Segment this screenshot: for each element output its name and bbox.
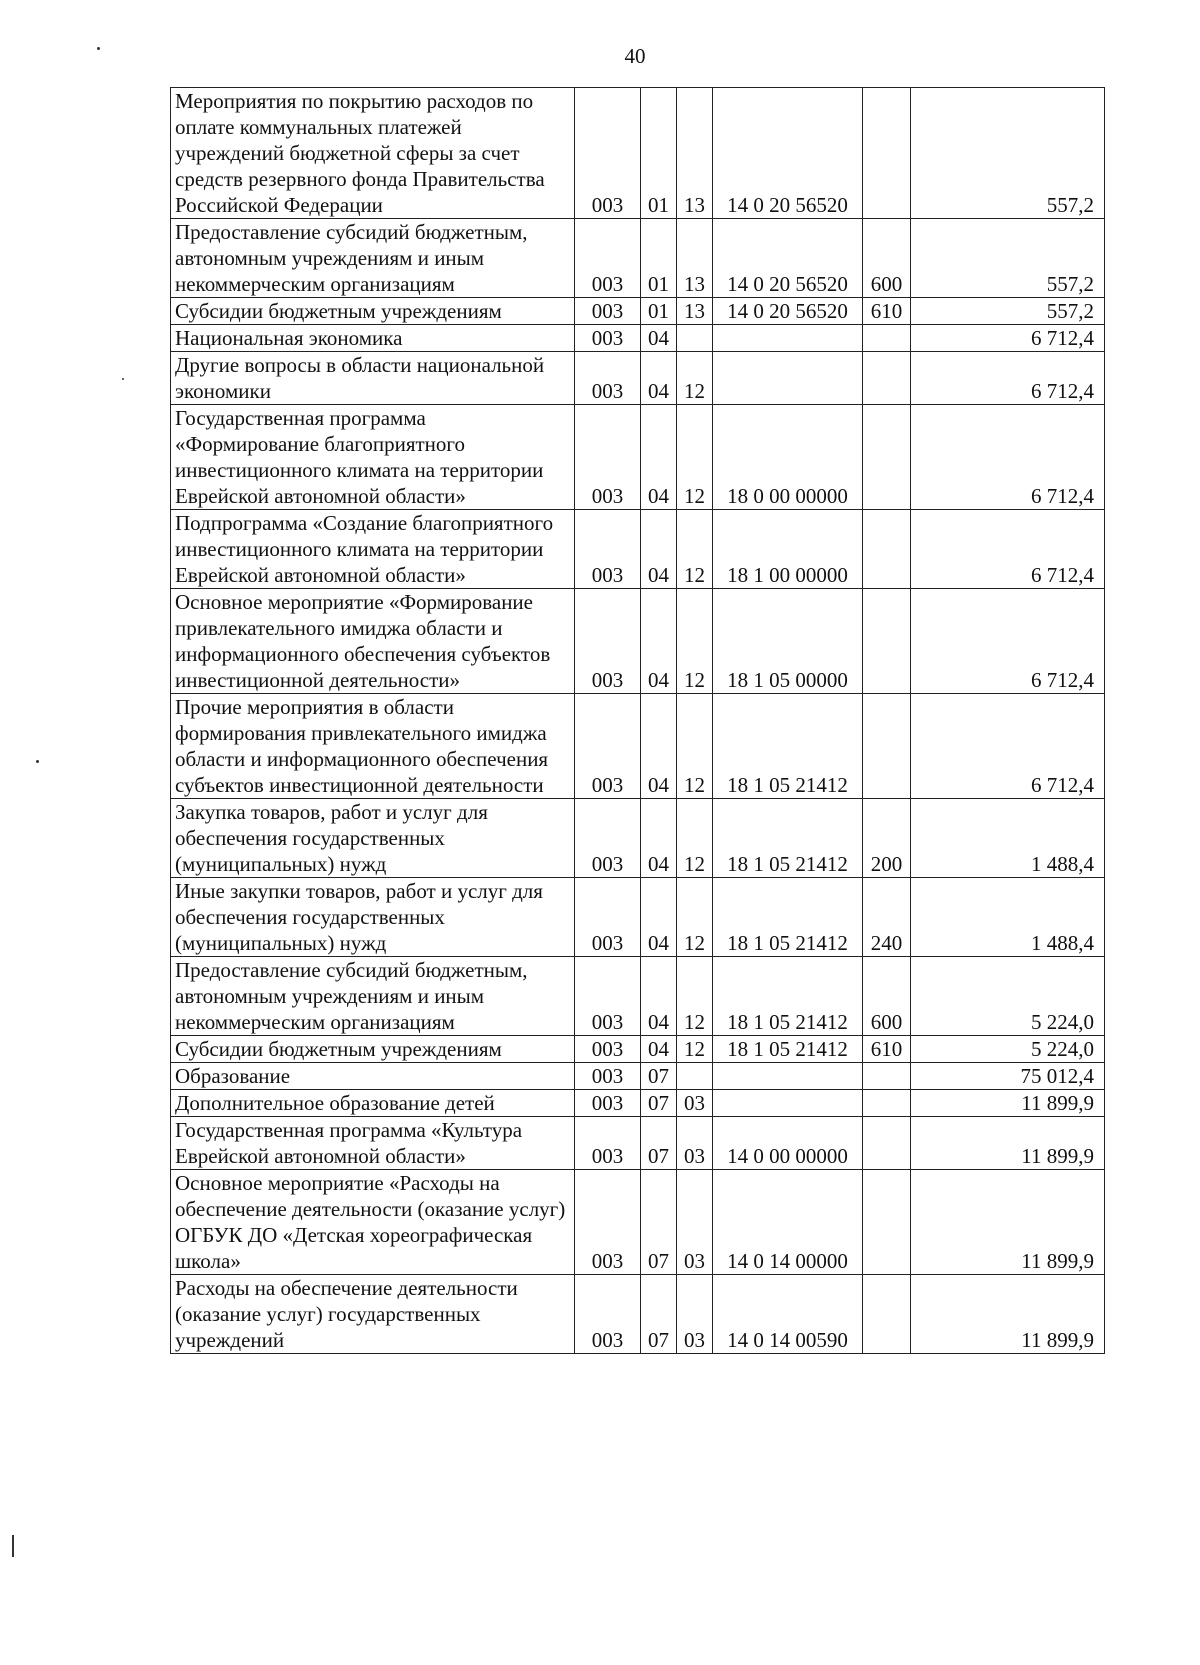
target-article-code: [713, 1063, 863, 1090]
subsection-code: 03: [677, 1275, 713, 1354]
expense-type-code: [863, 1117, 911, 1170]
budget-item-name: Субсидии бюджетным учреждениям: [171, 1036, 575, 1063]
target-article-code: 14 0 20 56520: [713, 298, 863, 325]
budget-item-name: Национальная экономика: [171, 325, 575, 352]
table-row: [171, 219, 1105, 298]
expense-type-code: [863, 352, 911, 405]
department-code: 003: [575, 88, 641, 219]
target-article-code: 18 1 05 21412: [713, 799, 863, 878]
section-code: 07: [641, 1063, 677, 1090]
department-code: 003: [575, 325, 641, 352]
section-code: 01: [641, 298, 677, 325]
amount: 11 899,9: [911, 1170, 1105, 1275]
department-code: 003: [575, 878, 641, 957]
department-code: 003: [575, 589, 641, 694]
budget-table: [170, 87, 1105, 1354]
amount: 6 712,4: [911, 589, 1105, 694]
subsection-code: 12: [677, 510, 713, 589]
target-article-code: [713, 352, 863, 405]
table-row: [171, 799, 1105, 878]
amount: 6 712,4: [911, 352, 1105, 405]
budget-item-name: Закупка товаров, работ и услуг для обеспечения государственных (муниципальных) нужд: [171, 799, 575, 878]
subsection-code: 12: [677, 1036, 713, 1063]
amount: 11 899,9: [911, 1117, 1105, 1170]
expense-type-code: 610: [863, 1036, 911, 1063]
budget-item-name: Субсидии бюджетным учреждениям: [171, 298, 575, 325]
section-code: 04: [641, 957, 677, 1036]
subsection-code: 13: [677, 219, 713, 298]
target-article-code: 14 0 20 56520: [713, 219, 863, 298]
subsection-code: 12: [677, 589, 713, 694]
department-code: 003: [575, 298, 641, 325]
amount: 6 712,4: [911, 325, 1105, 352]
section-code: 04: [641, 589, 677, 694]
target-article-code: 18 1 05 21412: [713, 878, 863, 957]
budget-item-name: Прочие мероприятия в области формирования привлекательного имиджа области и информационного обеспечения субъектов инвестиционной деятельности: [171, 694, 575, 799]
budget-item-name: Образование: [171, 1063, 575, 1090]
amount: 557,2: [911, 88, 1105, 219]
table-row: [171, 325, 1105, 352]
budget-item-name: Государственная программа «Культура Еврейской автономной области»: [171, 1117, 575, 1170]
scan-speck: [12, 1535, 14, 1557]
expense-type-code: 200: [863, 799, 911, 878]
scan-speck: [36, 760, 39, 763]
subsection-code: 12: [677, 957, 713, 1036]
table-row: [171, 88, 1105, 219]
department-code: 003: [575, 1170, 641, 1275]
subsection-code: 12: [677, 878, 713, 957]
department-code: 003: [575, 957, 641, 1036]
department-code: 003: [575, 405, 641, 510]
budget-item-name: Основное мероприятие «Расходы на обеспечение деятельности (оказание услуг) ОГБУК ДО «Детская хореографическая школа»: [171, 1170, 575, 1275]
subsection-code: 12: [677, 694, 713, 799]
department-code: 003: [575, 219, 641, 298]
expense-type-code: 610: [863, 298, 911, 325]
amount: 1 488,4: [911, 878, 1105, 957]
subsection-code: 12: [677, 799, 713, 878]
expense-type-code: [863, 589, 911, 694]
amount: 1 488,4: [911, 799, 1105, 878]
amount: 5 224,0: [911, 1036, 1105, 1063]
expense-type-code: [863, 325, 911, 352]
table-row: [171, 405, 1105, 510]
section-code: 01: [641, 219, 677, 298]
subsection-code: 03: [677, 1117, 713, 1170]
section-code: 07: [641, 1170, 677, 1275]
target-article-code: 18 1 05 21412: [713, 694, 863, 799]
expense-type-code: 600: [863, 957, 911, 1036]
section-code: 04: [641, 1036, 677, 1063]
budget-item-name: Иные закупки товаров, работ и услуг для обеспечения государственных (муниципальных) нужд: [171, 878, 575, 957]
table-row: [171, 589, 1105, 694]
table-row: [171, 298, 1105, 325]
expense-type-code: [863, 88, 911, 219]
target-article-code: [713, 1090, 863, 1117]
expense-type-code: [863, 694, 911, 799]
department-code: 003: [575, 1117, 641, 1170]
scan-speck: [122, 378, 124, 380]
subsection-code: 12: [677, 405, 713, 510]
expense-type-code: 600: [863, 219, 911, 298]
budget-item-name: Государственная программа «Формирование благоприятного инвестиционного климата на территории Еврейской автономной области»: [171, 405, 575, 510]
table-row: [171, 1090, 1105, 1117]
department-code: 003: [575, 694, 641, 799]
budget-item-name: Расходы на обеспечение деятельности (оказание услуг) государственных учреждений: [171, 1275, 575, 1354]
budget-item-name: Мероприятия по покрытию расходов по оплате коммунальных платежей учреждений бюджетной сферы за счет средств резервного фонда Правительства Российской Федерации: [171, 88, 575, 219]
target-article-code: 14 0 00 00000: [713, 1117, 863, 1170]
amount: 5 224,0: [911, 957, 1105, 1036]
table-row: [171, 1170, 1105, 1275]
expense-type-code: [863, 1170, 911, 1275]
budget-item-name: Дополнительное образование детей: [171, 1090, 575, 1117]
section-code: 04: [641, 799, 677, 878]
table-row: [171, 1275, 1105, 1354]
table-row: [171, 878, 1105, 957]
table-row: [171, 352, 1105, 405]
expense-type-code: 240: [863, 878, 911, 957]
subsection-code: 03: [677, 1170, 713, 1275]
section-code: 07: [641, 1090, 677, 1117]
budget-item-name: Другие вопросы в области национальной экономики: [171, 352, 575, 405]
section-code: 01: [641, 88, 677, 219]
budget-item-name: Основное мероприятие «Формирование привлекательного имиджа области и информационного обеспечения субъектов инвестиционной деятельности»: [171, 589, 575, 694]
table-row: [171, 957, 1105, 1036]
department-code: 003: [575, 352, 641, 405]
budget-item-name: Предоставление субсидий бюджетным, автономным учреждениям и иным некоммерческим организациям: [171, 957, 575, 1036]
subsection-code: 03: [677, 1090, 713, 1117]
target-article-code: 14 0 20 56520: [713, 88, 863, 219]
amount: 75 012,4: [911, 1063, 1105, 1090]
budget-item-name: Подпрограмма «Создание благоприятного инвестиционного климата на территории Еврейской автономной области»: [171, 510, 575, 589]
section-code: 04: [641, 352, 677, 405]
amount: 6 712,4: [911, 510, 1105, 589]
target-article-code: 18 1 05 21412: [713, 1036, 863, 1063]
expense-type-code: [863, 1063, 911, 1090]
target-article-code: 18 1 05 00000: [713, 589, 863, 694]
target-article-code: 18 1 05 21412: [713, 957, 863, 1036]
target-article-code: 14 0 14 00590: [713, 1275, 863, 1354]
section-code: 07: [641, 1275, 677, 1354]
subsection-code: [677, 1063, 713, 1090]
amount: 11 899,9: [911, 1090, 1105, 1117]
amount: 557,2: [911, 298, 1105, 325]
table-row: [171, 694, 1105, 799]
budget-item-name: Предоставление субсидий бюджетным, автономным учреждениям и иным некоммерческим организациям: [171, 219, 575, 298]
amount: 6 712,4: [911, 694, 1105, 799]
amount: 11 899,9: [911, 1275, 1105, 1354]
target-article-code: 14 0 14 00000: [713, 1170, 863, 1275]
expense-type-code: [863, 1090, 911, 1117]
target-article-code: [713, 325, 863, 352]
section-code: 07: [641, 1117, 677, 1170]
section-code: 04: [641, 878, 677, 957]
department-code: 003: [575, 1063, 641, 1090]
department-code: 003: [575, 510, 641, 589]
target-article-code: 18 1 00 00000: [713, 510, 863, 589]
target-article-code: 18 0 00 00000: [713, 405, 863, 510]
page-number: 40: [624, 44, 646, 68]
department-code: 003: [575, 1275, 641, 1354]
section-code: 04: [641, 510, 677, 589]
amount: 557,2: [911, 219, 1105, 298]
subsection-code: 13: [677, 88, 713, 219]
expense-type-code: [863, 510, 911, 589]
table-row: [171, 510, 1105, 589]
department-code: 003: [575, 799, 641, 878]
table-row: [171, 1036, 1105, 1063]
subsection-code: [677, 325, 713, 352]
amount: 6 712,4: [911, 405, 1105, 510]
table-row: [171, 1063, 1105, 1090]
expense-type-code: [863, 1275, 911, 1354]
scan-speck: [97, 47, 100, 50]
expense-type-code: [863, 405, 911, 510]
section-code: 04: [641, 694, 677, 799]
table-row: [171, 1117, 1105, 1170]
department-code: 003: [575, 1090, 641, 1117]
section-code: 04: [641, 325, 677, 352]
subsection-code: 12: [677, 352, 713, 405]
section-code: 04: [641, 405, 677, 510]
department-code: 003: [575, 1036, 641, 1063]
subsection-code: 13: [677, 298, 713, 325]
